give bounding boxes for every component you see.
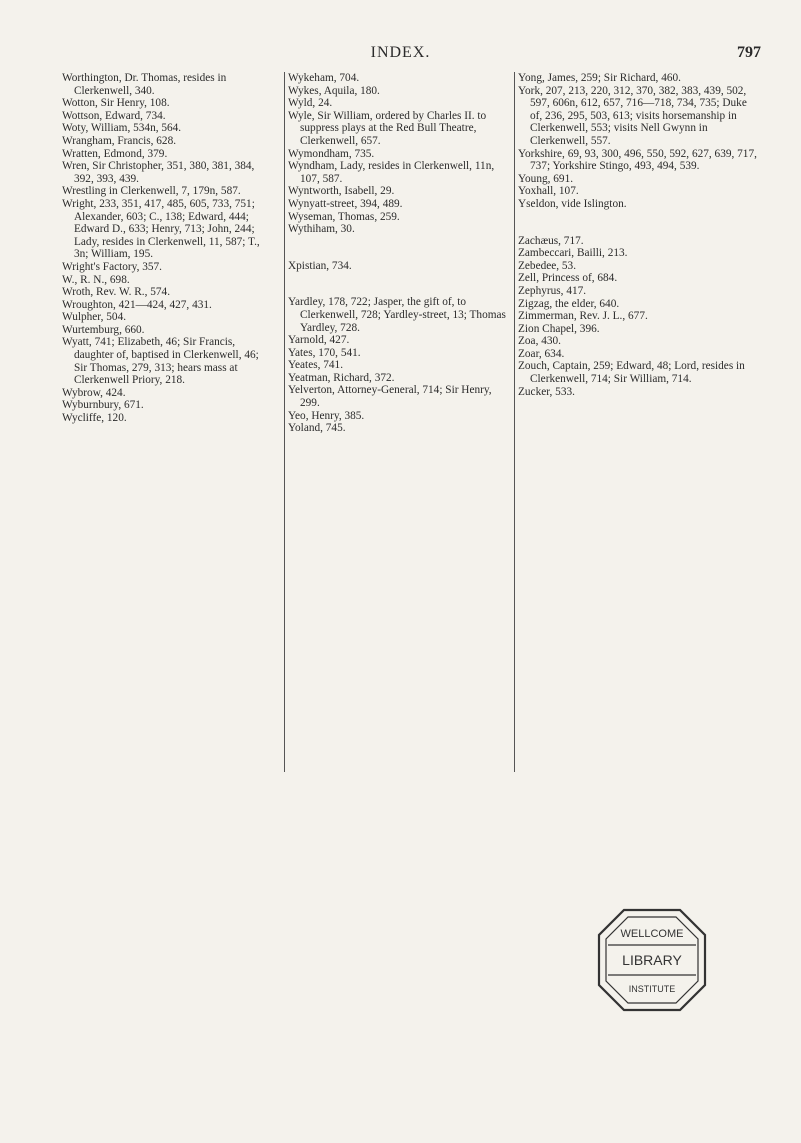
index-entry: Wykeham, 704.	[288, 72, 360, 84]
section-gap	[518, 211, 758, 235]
index-entry: Yelverton, Attorney-General, 714; Sir Henry, 299.	[288, 384, 492, 410]
index-entry: Wright, 233, 351, 417, 485, 605, 733, 751; Alexander, 603; C., 138; Edward, 444; Edward D., 633; Henry, 713; John, 244; Lady, resides in Clerkenwell, 11, 587; T., 3n; William, 195.	[62, 197, 260, 261]
index-entry: Wyntworth, Isabell, 29.	[288, 185, 395, 198]
index-entry: Yates, 170, 541.	[288, 346, 361, 359]
index-entry: Wykes, Aquila, 180.	[288, 84, 380, 97]
page-header	[0, 44, 801, 68]
index-entry: Wroth, Rev. W. R., 574.	[62, 286, 171, 299]
index-entry: Wren, Sir Christopher, 351, 380, 381, 384, 392, 393, 439.	[62, 160, 255, 185]
index-entry: Wyle, Sir William, ordered by Charles II. to suppress plays at the Red Bull Theatre, Clerkenwell, 657.	[288, 109, 487, 147]
section-gap	[288, 236, 513, 260]
index-entry: Zigzag, the elder, 640.	[518, 297, 620, 310]
index-entry: Yorkshire, 69, 93, 300, 496, 550, 592, 627, 639, 717, 737; Yorkshire Stingo, 493, 494, 539.	[518, 147, 757, 173]
index-entry: Wotton, Sir Henry, 108.	[62, 97, 170, 110]
index-entry: W., R. N., 698.	[62, 273, 130, 286]
index-entry: Zambeccari, Bailli, 213.	[518, 247, 628, 260]
page-title: INDEX.	[370, 44, 431, 61]
index-column-1	[62, 72, 274, 425]
index-entry: Zell, Princess of, 684.	[518, 272, 618, 285]
index-entry: Yong, James, 259; Sir Richard, 460.	[518, 72, 681, 84]
library-stamp	[596, 907, 708, 1013]
index-entry: Yeo, Henry, 385.	[288, 409, 365, 422]
section-gap	[288, 272, 513, 296]
index-entry: Zephyrus, 417.	[518, 284, 587, 297]
index-entry: Wyatt, 741; Elizabeth, 46; Sir Francis, daughter of, baptised in Clerkenwell, 46; Sir Thomas, 279, 313; hears mass at Clerkenwell Priory, 218.	[62, 336, 259, 387]
index-entry: Wright's Factory, 357.	[62, 260, 162, 273]
index-entry: Wrangham, Francis, 628.	[62, 134, 177, 147]
library-stamp-graphic	[596, 907, 708, 1013]
index-entry: Zimmerman, Rev. J. L., 677.	[518, 310, 648, 323]
index-entry: Yoland, 745.	[288, 422, 346, 435]
index-entry: Wybrow, 424.	[62, 386, 126, 399]
index-entry: Wynyatt-street, 394, 489.	[288, 197, 403, 210]
index-entry: Yseldon, vide Islington.	[518, 197, 627, 210]
index-entry: Yoxhall, 107.	[518, 185, 579, 198]
page-number: 797	[737, 44, 761, 61]
index-entry: Xpistian, 734.	[288, 259, 352, 272]
index-entry: Wyseman, Thomas, 259.	[288, 210, 400, 223]
index-entry: York, 207, 213, 220, 312, 370, 382, 383, 439, 502, 597, 606n, 612, 657, 716—718, 734, 735; Duke of, 236, 295, 503, 613; visits horsemanship in Clerkenwell, 553; visits Nell Gwynn in Clerkenwell, 557.	[518, 84, 747, 147]
index-entry: Yeates, 741.	[288, 359, 344, 372]
index-entry: Zoa, 430.	[518, 335, 561, 348]
index-entry: Zion Chapel, 396.	[518, 322, 600, 335]
index-entry: Zoar, 634.	[518, 347, 565, 360]
index-entry: Zouch, Captain, 259; Edward, 48; Lord, resides in Clerkenwell, 714; Sir William, 714.	[518, 360, 745, 386]
index-entry: Wycliffe, 120.	[62, 412, 127, 425]
index-entry: Wyndham, Lady, resides in Clerkenwell, 11n, 107, 587.	[288, 160, 495, 185]
index-entry: Zachæus, 717.	[518, 234, 584, 247]
index-entry: Yeatman, Richard, 372.	[288, 371, 395, 384]
index-entry: Young, 691.	[518, 172, 574, 185]
index-entry: Wythiham, 30.	[288, 223, 355, 236]
index-entry: Wurtemburg, 660.	[62, 323, 145, 336]
stamp-middle-text: LIBRARY	[622, 952, 682, 968]
index-column-2	[284, 72, 513, 772]
index-entry: Wroughton, 421—424, 427, 431.	[62, 298, 212, 311]
index-entry: Worthington, Dr. Thomas, resides in Clerkenwell, 340.	[62, 72, 227, 97]
index-entry: Zucker, 533.	[518, 385, 575, 398]
index-entry: Wymondham, 735.	[288, 147, 375, 160]
index-entry: Wyld, 24.	[288, 97, 333, 110]
index-entry: Yarnold, 427.	[288, 334, 350, 347]
index-entry: Wrestling in Clerkenwell, 7, 179n, 587.	[62, 185, 241, 198]
stamp-top-text: WELLCOME	[620, 928, 684, 940]
index-entry: Yardley, 178, 722; Jasper, the gift of, to Clerkenwell, 728; Yardley-street, 13; Thomas Yardley, 728.	[288, 296, 506, 334]
index-entry: Woty, William, 534n, 564.	[62, 122, 182, 135]
stamp-bottom-text: INSTITUTE	[628, 984, 676, 994]
index-entry: Wottson, Edward, 734.	[62, 109, 166, 122]
index-column-3	[514, 72, 758, 772]
index-entry: Wulpher, 504.	[62, 311, 127, 324]
index-entry: Wratten, Edmond, 379.	[62, 147, 168, 160]
index-entry: Wyburnbury, 671.	[62, 399, 144, 412]
index-entry: Zebedee, 53.	[518, 259, 577, 272]
